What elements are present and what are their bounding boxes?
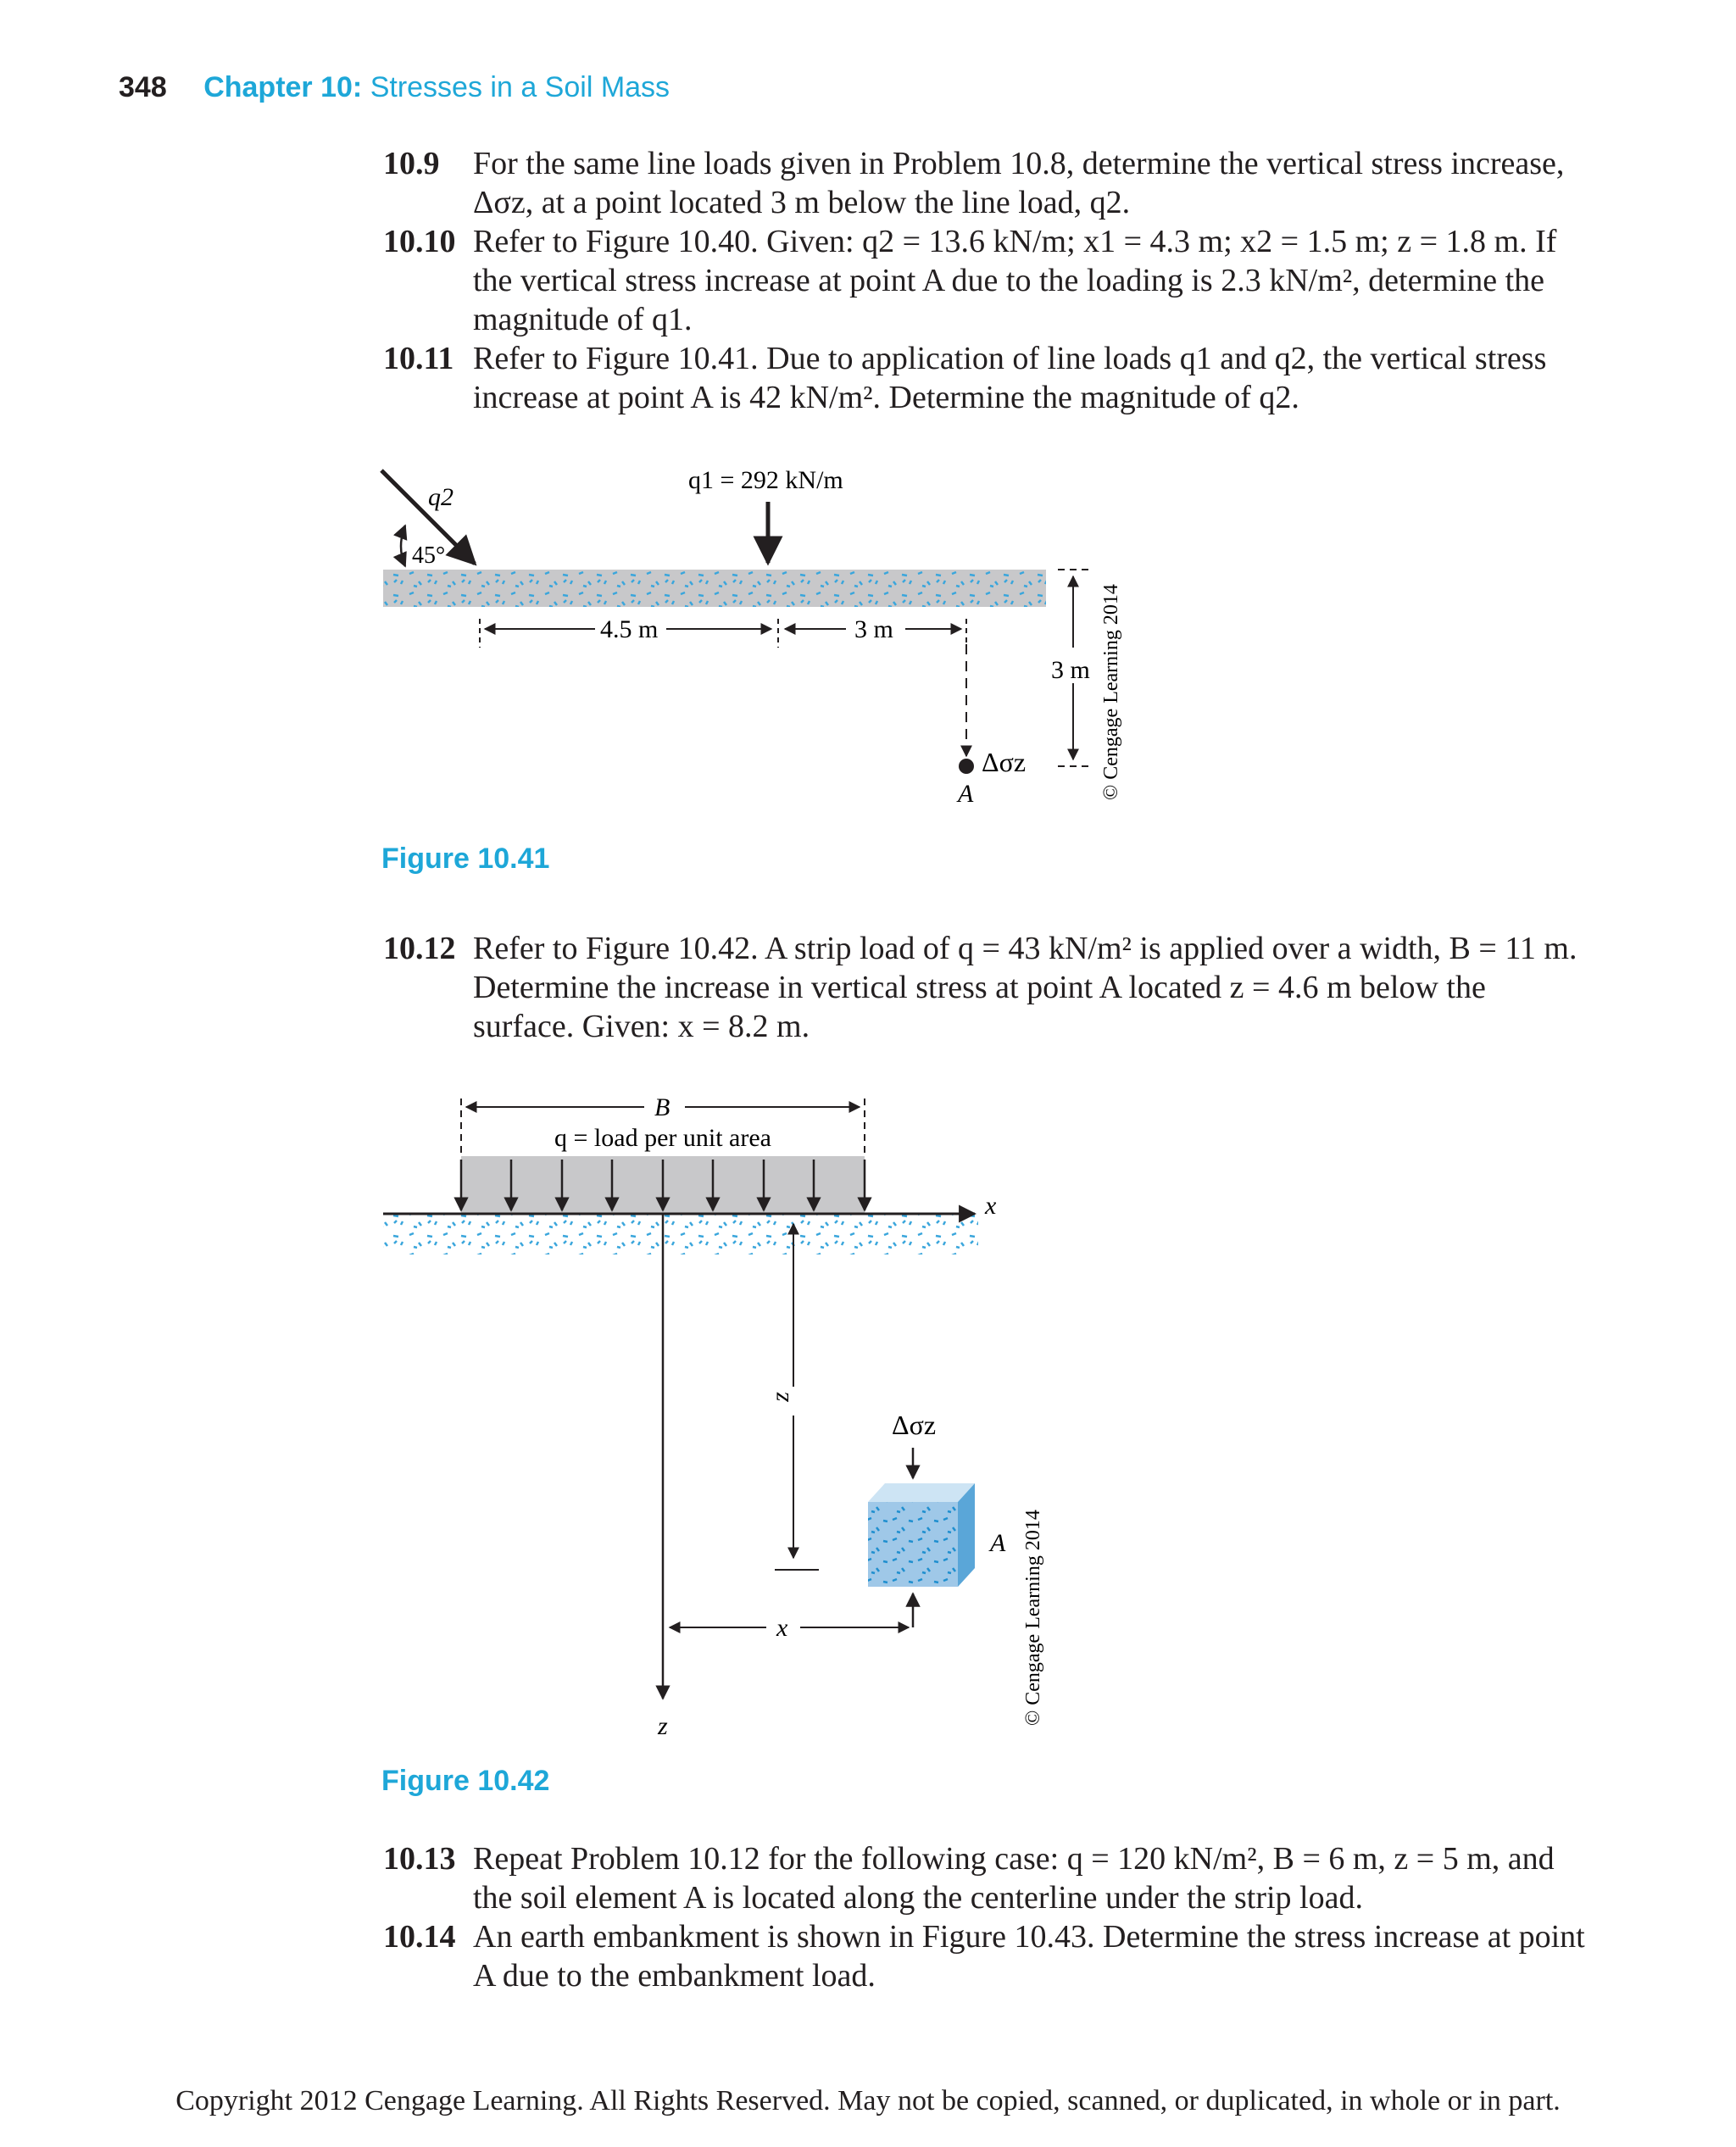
chapter-title: Stresses in a Soil Mass [370, 71, 670, 103]
problem-text: Refer to Figure 10.40. Given: q2 = 13.6 kN/m; x1 = 4.3 m; x2 = 1.5 m; z = 1.8 m. If the vertical stress increase at point A due to the loading is 2.3 kN/m², determine the magnitude of q1. [473, 224, 1557, 337]
problem-text: An earth embankment is shown in Figure 10.43. Determine the stress increase at point A due to the embankment load. [473, 1919, 1585, 1994]
problem-number: 10.9 [383, 146, 440, 181]
element-top [868, 1483, 975, 1502]
soil-layer [383, 1214, 978, 1254]
angle-arc [401, 526, 405, 566]
problem-10-13 [383, 1839, 1587, 1917]
dim-mid-label: 3 m [854, 615, 893, 643]
width-label: B [654, 1093, 670, 1121]
problem-number: 10.14 [383, 1919, 456, 1955]
offset-label: x [776, 1614, 788, 1642]
problem-text: For the same line loads given in Problem 10.8, determine the vertical stress increase, Δσz, at a point located 3 m below the line load, q2. [473, 146, 1565, 220]
problem-number: 10.13 [383, 1841, 456, 1877]
q2-label: q2 [428, 483, 453, 511]
figure-copyright: © Cengage Learning 2014 [1100, 584, 1122, 800]
load-label: q = load per unit area [554, 1124, 771, 1152]
point-a-label: A [990, 1529, 1006, 1557]
chapter-label: Chapter 10: [203, 71, 363, 103]
problem-10-12 [383, 929, 1587, 1046]
problem-text: Refer to Figure 10.42. A strip load of q = 43 kN/m² is applied over a width, B = 11 m. Determine the increase in vertical stress at point A located z = 4.6 m below the surface. Given: x = 8.2 m. [473, 931, 1577, 1044]
stress-label: Δσz [892, 1410, 937, 1440]
problem-text: Repeat Problem 10.12 for the following case: q = 120 kN/m², B = 6 m, z = 5 m, and the soil element A is located along the centerline under the strip load. [473, 1841, 1555, 1916]
soil-surface [383, 570, 1046, 607]
problem-number: 10.12 [383, 931, 456, 966]
copyright-footer: Copyright 2012 Cengage Learning. All Rights Reserved. May not be copied, scanned, or duplicated, in whole or in part. [175, 2085, 1561, 2116]
problem-text: Refer to Figure 10.41. Due to application of line loads q1 and q2, the vertical stress increase at point A is 42 kN/m². Determine the magnitude of q2. [473, 341, 1547, 415]
stress-label: Δσz [982, 747, 1027, 777]
problem-10-14 [383, 1917, 1587, 1995]
dim-left-label: 4.5 m [600, 615, 659, 643]
figure-copyright: © Cengage Learning 2014 [1022, 1510, 1044, 1726]
figure-10-41 [0, 0, 1736, 932]
figure-10-41-caption: Figure 10.41 [381, 843, 550, 875]
figure-10-42-caption: Figure 10.42 [381, 1765, 550, 1797]
angle-label: 45° [412, 542, 446, 569]
z-axis-label: z [658, 1712, 668, 1740]
point-a-marker [959, 759, 974, 774]
x-axis-label: x [985, 1192, 997, 1220]
point-a-label: A [958, 780, 974, 808]
page-number: 348 [119, 71, 167, 103]
figure-10-42 [0, 1068, 1736, 1763]
dim-depth-label: 3 m [1051, 656, 1090, 684]
soil-element-a [868, 1502, 958, 1587]
problem-number: 10.11 [383, 341, 454, 376]
q1-label: q1 = 292 kN/m [688, 466, 843, 494]
depth-label: z [766, 1392, 794, 1402]
problem-number: 10.10 [383, 224, 456, 259]
